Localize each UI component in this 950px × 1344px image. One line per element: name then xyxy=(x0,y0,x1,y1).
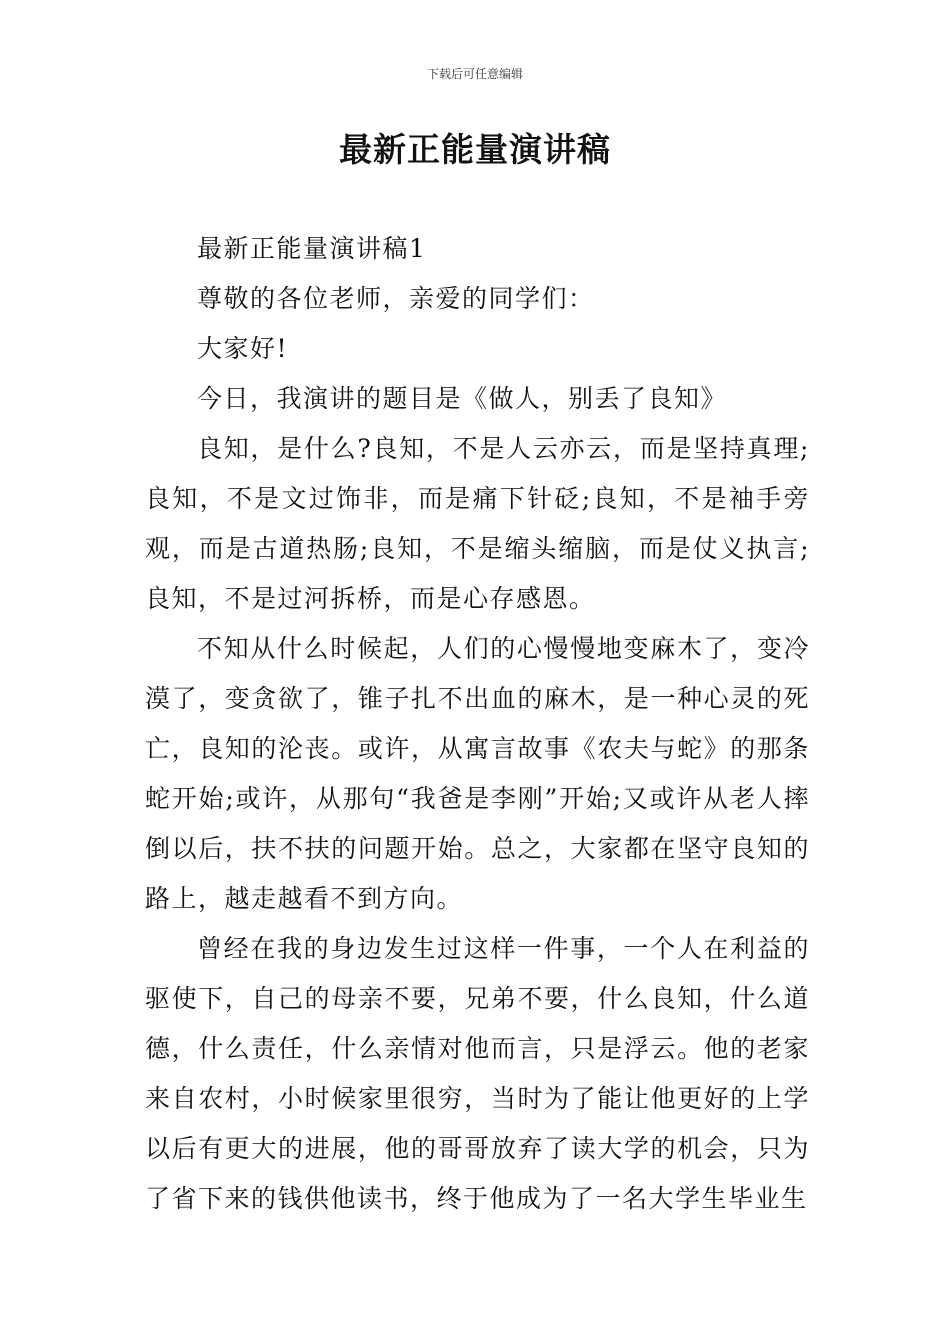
paragraph-greeting: 大家好! xyxy=(197,334,289,363)
paragraph-topic: 今日，我演讲的题目是《做人，别丢了良知》 xyxy=(197,384,728,413)
paragraph-salutation: 尊敬的各位老师，亲爱的同学们： xyxy=(197,284,595,313)
paragraph-section-heading: 最新正能量演讲稿1 xyxy=(197,234,427,263)
paragraph-body-3: 曾经在我的身边发生过这样一件事，一个人在利益的驱使下，自己的母亲不要，兄弟不要，什么良知，什么道德，什么责任，什么亲情对他而言，只是浮云。他的老家来自农村，小时候家里很穷，当时为了能让他更好的上学以后有更大的进展，他的哥哥放弃了读大学的机会，只为了省下来的钱供他读书，终于他成为了一名大学生毕业生 xyxy=(145,934,810,1213)
document-body xyxy=(145,224,810,1224)
header-note: 下载后可任意编辑 xyxy=(426,67,523,81)
document-title: 最新正能量演讲稿 xyxy=(339,130,611,169)
paragraph-body-1: 良知，是什么?良知，不是人云亦云，而是坚持真理;良知，不是文过饰非，而是痛下针砭;良知，不是袖手旁观，而是古道热肠;良知，不是缩头缩脑，而是仗义执言;良知，不是过河拆桥，而是心存感恩。 xyxy=(145,434,810,613)
paragraph-body-2: 不知从什么时候起，人们的心慢慢地变麻木了，变冷漠了，变贪欲了，锥子扎不出血的麻木，是一种心灵的死亡，良知的沦丧。或许，从寓言故事《农夫与蛇》的那条蛇开始;或许，从那句“我爸是李刚”开始;又或许从老人摔倒以后，扶不扶的问题开始。总之，大家都在坚守良知的路上，越走越看不到方向。 xyxy=(145,634,810,913)
